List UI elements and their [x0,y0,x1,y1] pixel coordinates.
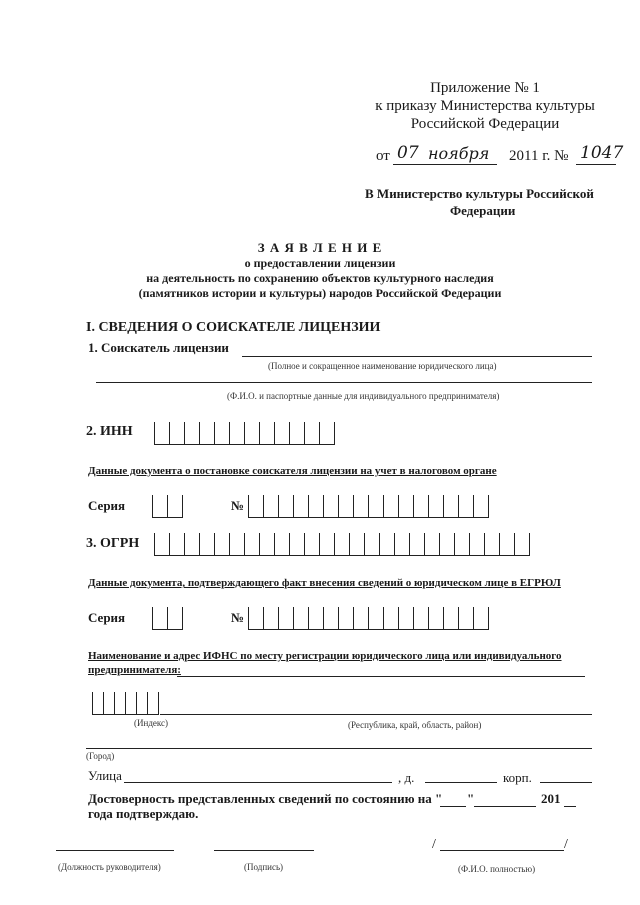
input-cell[interactable] [199,422,214,444]
input-cell[interactable] [248,495,263,517]
confirmation-quote: " [467,791,475,806]
input-cell[interactable] [379,533,394,555]
date-day: 07 [397,143,419,163]
input-cell[interactable] [147,692,159,714]
addressee-line1: В Министерство культуры Российской [365,186,594,201]
input-cell[interactable] [439,533,454,555]
input-cell[interactable] [409,533,424,555]
egrul-series-cells[interactable] [152,607,183,630]
input-cell[interactable] [499,533,514,555]
egrul-doc-label: Данные документа, подтверждающего факт внесения сведений о юридическом лице в ЕГРЮЛ [88,577,561,589]
signature-field[interactable] [214,850,314,851]
ogrn-cells[interactable] [154,533,530,556]
date-month: ноября [428,144,490,163]
confirmation-year-field[interactable] [564,806,576,807]
order-number-underline [576,164,616,165]
input-cell[interactable] [368,495,383,517]
applicant-label: 1. Соискатель лицензии [88,340,229,355]
building-field[interactable] [540,782,592,783]
egrul-number-cells[interactable] [248,607,489,630]
input-cell[interactable] [469,533,484,555]
input-cell[interactable] [413,607,428,629]
input-cell[interactable] [383,607,398,629]
building-label: корп. [503,770,532,785]
name-field-slash-end: / [564,837,568,852]
input-cell[interactable] [259,422,274,444]
input-cell[interactable] [319,422,335,444]
input-cell[interactable] [398,607,413,629]
input-cell[interactable] [413,495,428,517]
input-cell[interactable] [424,533,439,555]
region-hint: (Республика, край, область, район) [348,720,482,730]
input-cell[interactable] [263,607,278,629]
ifns-label-line1: Наименование и адрес ИФНС по месту регистрации юридического лица или индивидуального [88,650,562,662]
input-cell[interactable] [428,607,443,629]
input-cell[interactable] [274,422,289,444]
input-cell[interactable] [349,533,364,555]
input-cell[interactable] [364,533,379,555]
input-cell[interactable] [394,533,409,555]
house-label: , д. [398,770,415,785]
street-field[interactable] [124,782,392,783]
date-underline [393,164,497,165]
signature-hint: (Подпись) [244,862,284,872]
input-cell[interactable] [353,607,368,629]
input-cell[interactable] [167,607,183,629]
input-cell[interactable] [353,495,368,517]
applicant-name-field[interactable] [242,356,592,357]
input-cell[interactable] [184,422,199,444]
position-field[interactable] [56,850,174,851]
input-cell[interactable] [229,533,244,555]
header-federation-line: Российской Федерации [410,116,560,132]
date-prefix: от [376,148,390,164]
input-cell[interactable] [443,495,458,517]
inn-cells[interactable] [154,422,335,445]
input-cell[interactable] [154,422,169,444]
house-field[interactable] [425,782,497,783]
position-hint: (Должность руководителя) [58,862,161,872]
confirmation-prefix: Достоверность представленных сведений по состоянию на " [88,791,443,806]
input-cell[interactable] [338,607,353,629]
inn-label: 2. ИНН [86,424,133,439]
input-cell[interactable] [484,533,499,555]
name-field-slash-start: / [432,837,436,852]
header-order-line: к приказу Министерства культуры [375,98,595,114]
input-cell[interactable] [154,533,169,555]
input-cell[interactable] [368,607,383,629]
city-field[interactable] [86,748,592,749]
ogrn-label: 3. ОГРН [86,536,140,551]
input-cell[interactable] [304,533,319,555]
input-cell[interactable] [244,533,259,555]
region-field[interactable] [160,714,592,715]
confirmation-month-field[interactable] [474,806,536,807]
input-cell[interactable] [278,607,293,629]
input-cell[interactable] [152,495,167,517]
input-cell[interactable] [398,495,413,517]
confirmation-day-field[interactable] [440,806,466,807]
input-cell[interactable] [92,692,103,714]
header-appendix-line: Приложение № 1 [430,80,540,96]
applicant-passport-field[interactable] [96,382,592,383]
input-cell[interactable] [289,422,304,444]
input-cell[interactable] [428,495,443,517]
input-cell[interactable] [458,607,473,629]
input-cell[interactable] [458,495,473,517]
input-cell[interactable] [293,495,308,517]
date-year: 2011 г. № [509,148,569,164]
form-subtitle-3: (памятников истории и культуры) народов Российской Федерации [138,286,502,300]
ifns-label-line2: предпринимателя: [88,664,181,676]
input-cell[interactable] [263,495,278,517]
input-cell[interactable] [323,607,338,629]
input-cell[interactable] [244,422,259,444]
input-cell[interactable] [169,422,184,444]
input-cell[interactable] [125,692,136,714]
full-name-field[interactable] [440,850,564,851]
input-cell[interactable] [184,533,199,555]
applicant-passport-hint: (Ф.И.О. и паспортные данные для индивидуального предпринимателя) [227,391,500,401]
city-hint: (Город) [86,751,115,761]
input-cell[interactable] [308,495,323,517]
postal-index-hint: (Индекс) [134,718,169,728]
form-subtitle-2: на деятельность по сохранению объектов культурного наследия [146,271,494,285]
input-cell[interactable] [114,692,125,714]
input-cell[interactable] [136,692,147,714]
confirmation-year: 201 [541,791,561,806]
addressee-line2: Федерации [450,203,516,218]
tax-number-label: № [231,498,245,513]
input-cell[interactable] [214,533,229,555]
ifns-name-field[interactable] [177,676,585,677]
tax-doc-label: Данные документа о постановке соискателя лицензии на учет в налоговом органе [88,465,497,477]
input-cell[interactable] [334,533,349,555]
tax-series-label: Серия [88,498,126,513]
input-cell[interactable] [293,607,308,629]
input-cell[interactable] [259,533,274,555]
input-cell[interactable] [323,495,338,517]
input-cell[interactable] [199,533,214,555]
tax-number-cells[interactable] [248,495,489,518]
confirmation-line2: года подтверждаю. [88,806,199,821]
input-cell[interactable] [152,607,167,629]
input-cell[interactable] [473,607,489,629]
applicant-name-hint: (Полное и сокращенное наименование юридического лица) [268,361,497,371]
order-number: 1047 [580,143,624,163]
form-title: З А Я В Л Е Н И Е [257,240,383,255]
input-cell[interactable] [514,533,530,555]
full-name-hint: (Ф.И.О. полностью) [458,864,536,874]
input-cell[interactable] [229,422,244,444]
input-cell[interactable] [167,495,183,517]
egrul-series-label: Серия [88,610,126,625]
input-cell[interactable] [319,533,334,555]
input-cell[interactable] [304,422,319,444]
form-subtitle-1: о предоставлении лицензии [244,256,396,270]
input-cell[interactable] [308,607,323,629]
tax-series-cells[interactable] [152,495,183,518]
input-cell[interactable] [338,495,353,517]
egrul-number-label: № [231,610,245,625]
input-cell[interactable] [274,533,289,555]
section-heading: I. СВЕДЕНИЯ О СОИСКАТЕЛЕ ЛИЦЕНЗИИ [86,320,381,335]
input-cell[interactable] [383,495,398,517]
street-label: Улица [88,768,122,783]
input-cell[interactable] [248,607,263,629]
input-cell[interactable] [169,533,184,555]
input-cell[interactable] [214,422,229,444]
postal-index-cells[interactable] [92,692,159,715]
input-cell[interactable] [278,495,293,517]
input-cell[interactable] [473,495,489,517]
input-cell[interactable] [454,533,469,555]
input-cell[interactable] [289,533,304,555]
input-cell[interactable] [443,607,458,629]
input-cell[interactable] [103,692,114,714]
